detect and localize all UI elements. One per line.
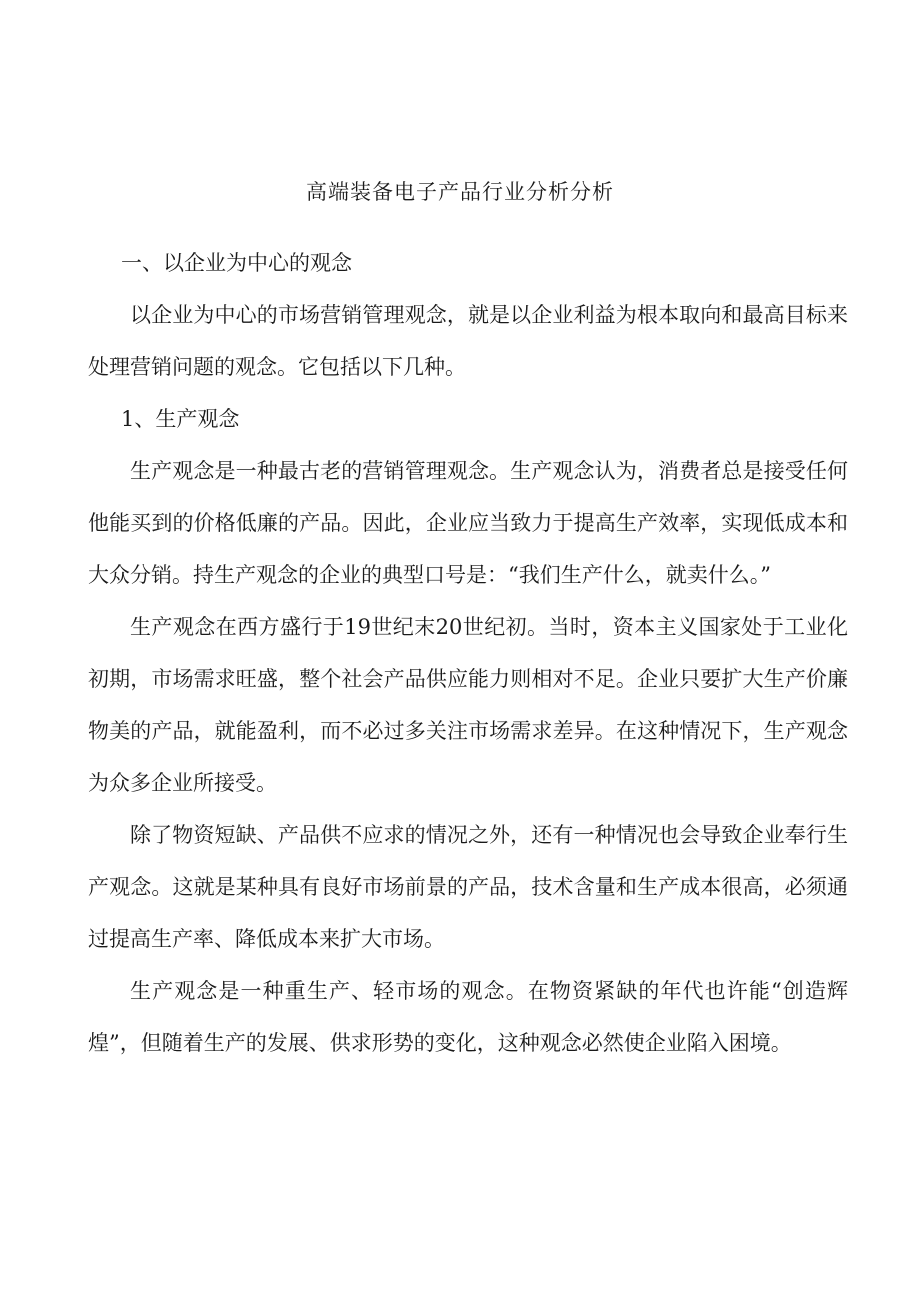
section-heading: 一、以企业为中心的观念 — [121, 251, 352, 275]
body-paragraph: 生产观念是一种最古老的营销管理观念。生产观念认为，消费者总是接受任何他能买到的价格低廉的产品。因此，企业应当致力于提高生产效率，实现低成本和大众分销。持生产观念的企业的典型口号是：“我们生产什么，就卖什么。” — [88, 459, 848, 587]
subsection-heading: 1、生产观念 — [121, 407, 240, 431]
body-paragraph: 除了物资短缺、产品供不应求的情况之外，还有一种情况也会导致企业奉行生产观念。这就是某种具有良好市场前景的产品，技术含量和生产成本很高，必须通过提高生产率、降低成本来扩大市场。 — [88, 823, 848, 951]
body-paragraph: 生产观念在西方盛行于19世纪末20世纪初。当时，资本主义国家处于工业化初期，市场需求旺盛，整个社会产品供应能力则相对不足。企业只要扩大生产价廉物美的产品，就能盈利，而不必过多关注市场需求差异。在这种情况下，生产观念为众多企业所接受。 — [88, 615, 848, 795]
body-paragraph: 生产观念是一种重生产、轻市场的观念。在物资紧缺的年代也许能“创造辉煌”，但随着生产的发展、供求形势的变化，这种观念必然使企业陷入困境。 — [88, 979, 848, 1055]
document-title: 高端装备电子产品行业分析分析 — [306, 180, 614, 204]
body-paragraph: 以企业为中心的市场营销管理观念，就是以企业利益为根本取向和最高目标来处理营销问题的观念。它包括以下几种。 — [88, 303, 848, 379]
document-body — [88, 237, 848, 1069]
